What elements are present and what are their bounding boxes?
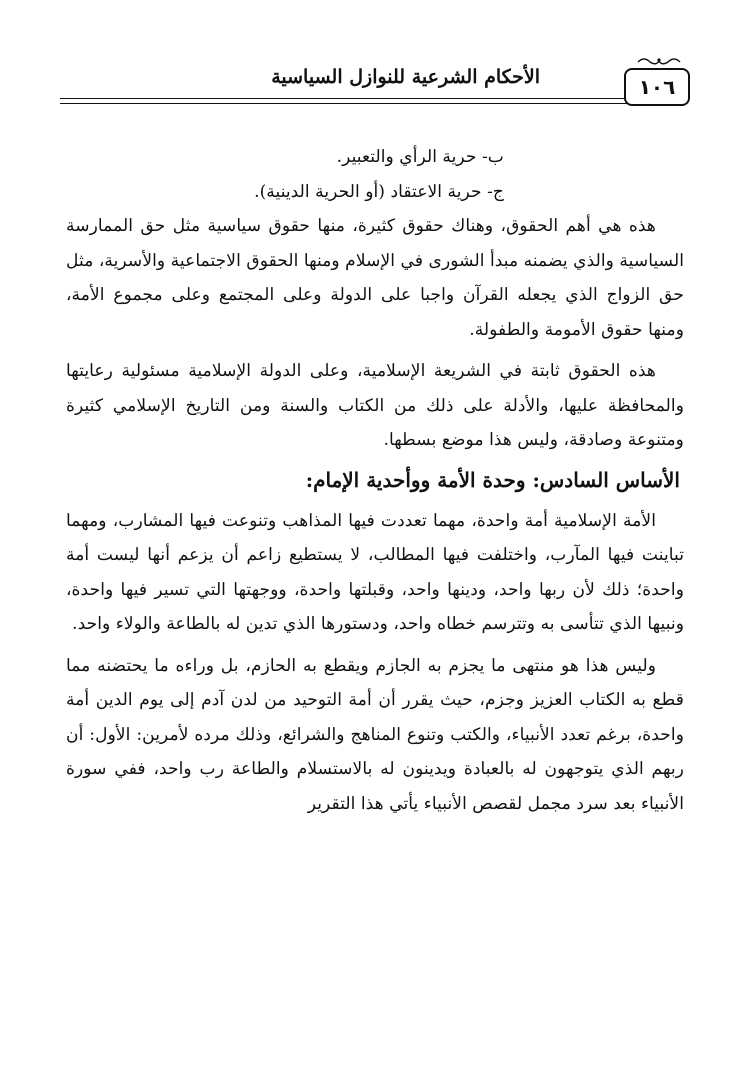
page-header: [60, 62, 690, 114]
list-item: ب- حرية الرأي والتعبير.: [336, 147, 504, 167]
header-rule-secondary: [60, 103, 630, 104]
paragraph: هذه الحقوق ثابتة في الشريعة الإسلامية، وعلى الدولة الإسلامية مسئولية رعايتها والمحافظة عليها، والأدلة على ذلك من الكتاب والسنة ومن التاريخ الإسلامي كثيرة ومتنوعة وصادقة، وليس هذا موضع بسطها.: [66, 361, 684, 450]
running-header-title: الأحكام الشرعية للنوازل السياسية: [271, 66, 540, 88]
page-number: ١٠٦: [638, 75, 676, 99]
paragraph: وليس هذا هو منتهى ما يجزم به الجازم ويقطع به الحازم، بل وراءه ما يحتضنه مما قطع به الكتاب العزيز وجزم، حيث يقرر أن أمة التوحيد من لدن آدم إلى يوم الدين أمة واحدة، برغم تعدد الأنبياء، والكتب وتنوع المناهج والشرائع، وذلك مرده لأمرين: الأول: أن ربهم الذي يتوجهون له بالعبادة ويدينون له بالاستسلام والطاعة رب واحد، ففي سورة الأنبياء بعد سرد مجمل لقصص الأنبياء يأتي هذا التقرير: [66, 655, 684, 814]
page-number-frame: [624, 68, 690, 106]
ornament-icon: [636, 56, 682, 66]
section-heading: الأساس السادس: وحدة الأمة ووأحدية الإمام:: [305, 467, 680, 492]
paragraph: الأمة الإسلامية أمة واحدة، مهما تعددت فيها المذاهب وتنوعت فيها المشارب، ومهما تباينت فيها المآرب، واختلفت فيها المطالب، لا يستطيع زاعم أن يزعم أنها ليست أمة واحدة؛ ذلك لأن ربها واحد، ودينها واحد، وقبلتها واحدة، ووجهتها التي تسير فيها واحدة، ونبيها الذي تتأسى به وتترسم خطاه واحد، ودستورها الذي تدين له بالطاعة والولاء واحد.: [66, 510, 684, 634]
paragraph: هذه هي أهم الحقوق، وهناك حقوق كثيرة، منها حقوق سياسية مثل حق الممارسة السياسية والذي يضمنه مبدأ الشورى في الإسلام ومنها الحقوق الاجتماعية والأسرية، مثل حق الزواج الذي يجعله القرآن واجبا على الدولة وعلى المجتمع وعلى مجموع الأمة، ومنها حقوق الأمومة والطفولة.: [66, 216, 684, 340]
body-text: [66, 140, 684, 821]
list-item: ج- حرية الاعتقاد (أو الحرية الدينية).: [254, 181, 504, 202]
header-rule: [60, 98, 630, 99]
